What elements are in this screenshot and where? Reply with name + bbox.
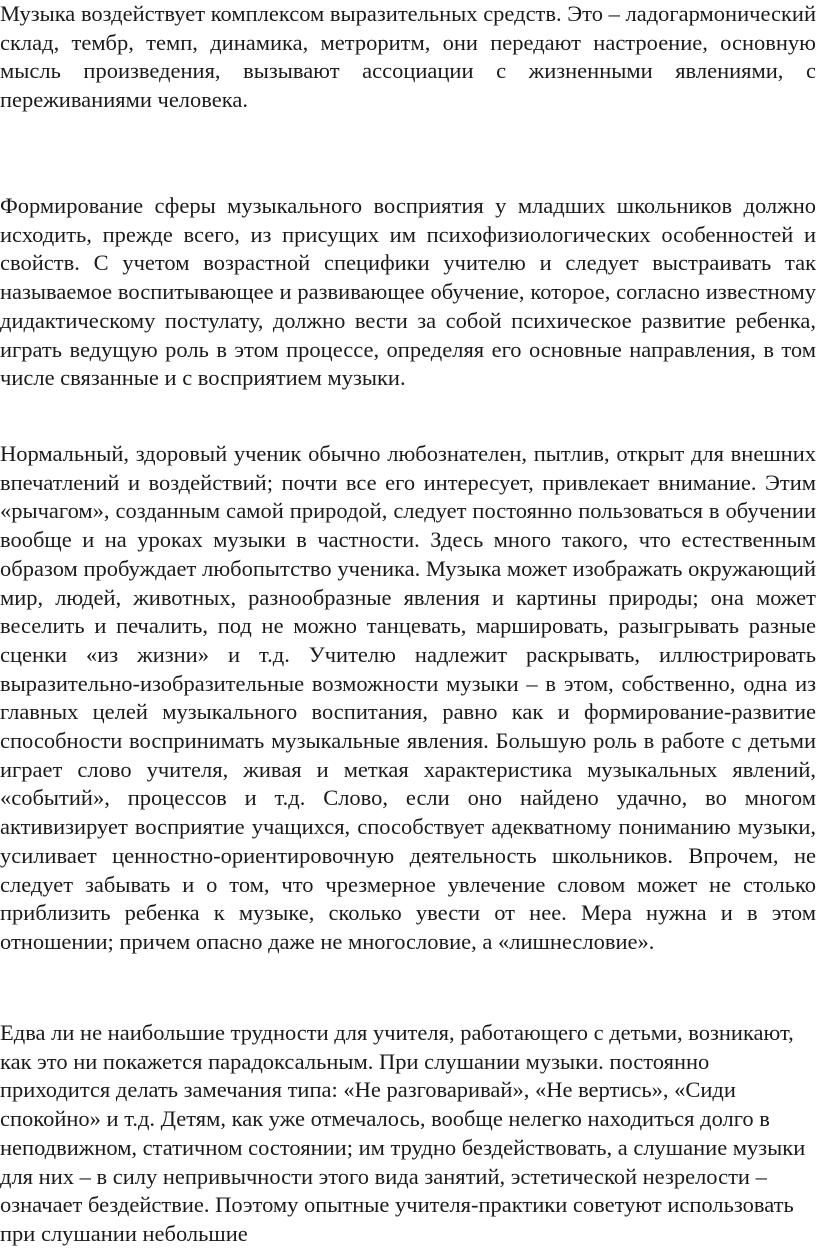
- paragraph-music-expressive-means: Музыка воздействует комплексом выразительных средств. Это – ладогармонический склад, тембр, темп, динамика, метроритм, они передают настроение, основную мысль произведения, вызывают ассоциации с жизненными явлениями, с переживаниями человека.: [0, 1, 816, 113]
- paragraph-perception-formation: Формирование сферы музыкального восприятия у младших школьников должно исходить, прежде всего, из присущих им психофизиологических особенностей и свойств. С учетом возрастной специфики учителю и следует выстраивать так называемое воспитывающее и развивающее обучение, которое, согласно известному дидактическому постулату, должно вести за собой психическое развитие ребенка, играть ведущую роль в этом процессе, определяя его основные направления, в том числе связанные и с восприятием музыки.: [0, 193, 816, 391]
- paragraph-curious-pupil: Нормальный, здоровый ученик обычно любознателен, пытлив, открыт для внешних впечатлений и воздействий; почти все его интересует, привлекает внимание. Этим «рычагом», созданным самой природой, следует постоянно пользоваться в обучении вообще и на уроках музыки в частности. Здесь много такого, что естественным образом пробуждает любопытство ученика. Музыка может изображать окружающий мир, людей, животных, разнообразные явления и картины природы; она может веселить и печалить, под не можно танцевать, маршировать, разыгрывать разные сценки «из жизни» и т.д. Учителю надлежит раскрывать, иллюстрировать выразительно-изобразительные возможности музыки – в этом, собственно, одна из главных целей музыкального воспитания, равно как и формирование-развитие способности воспринимать музыкальные явления. Большую роль в работе с детьми играет слово учителя, живая и меткая характеристика музыкальных явлений, «событий», процессов и т.д. Слово, если оно найдено удачно, во многом активизирует восприятие учащихся, способствует адекватному пониманию музыки, усиливает ценностно-ориентировочную деятельность школьников. Впрочем, не следует забывать и о том, что чрезмерное увлечение словом может не столько приблизить ребенка к музыке, сколько увести от нее. Мера нужна и в этом отношении; причем опасно даже не многословие, а «лишнесловие».: [0, 441, 816, 954]
- paragraph-listening-difficulties: Едва ли не наибольшие трудности для учителя, работающего с детьми, возникают, как это ни покажется парадоксальным. При слушании музыки. постоянно приходится делать замечания типа: «Не разговаривай», «Не вертись», «Сиди спокойно» и т.д. Детям, как уже отмечалось, вообще нелегко находиться долго в неподвижном, статичном состоянии; им трудно бездействовать, а слушание музыки для них – в силу непривычности этого вида занятий, эстетической незрелости – означает бездействие. Поэтому опытные учителя-практики советуют использовать при слушании небольшие: [0, 1020, 806, 1246]
